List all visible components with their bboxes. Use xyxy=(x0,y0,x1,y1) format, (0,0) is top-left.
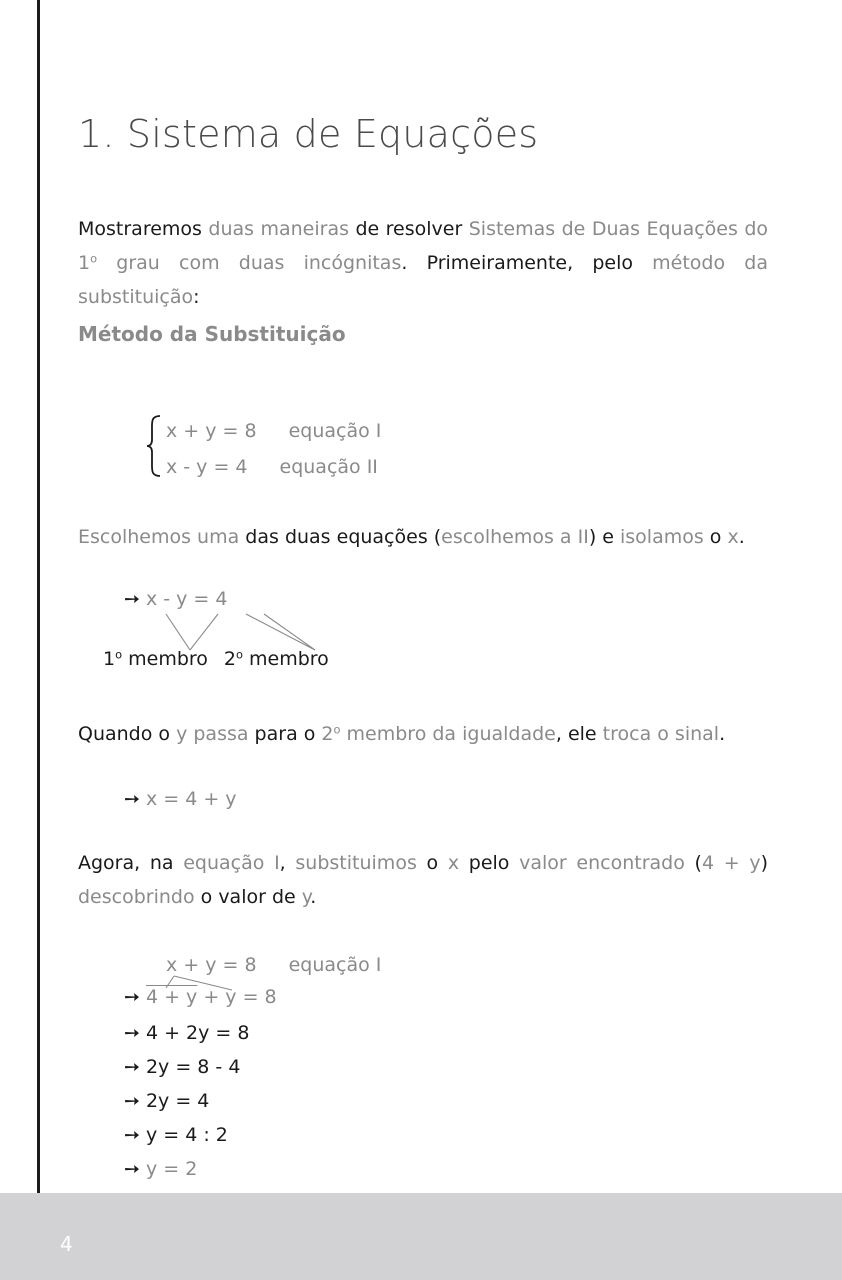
system-eq2-label: equação II xyxy=(279,456,378,478)
agora-text-14: y xyxy=(301,886,311,908)
step-substituted-part: 4 + y xyxy=(145,986,198,1008)
isolated-equation-line xyxy=(124,788,237,810)
move-text-2: y passa xyxy=(176,723,249,745)
step-5-expr: 2y = 4 xyxy=(145,1090,210,1112)
page-footer-band xyxy=(0,1193,842,1280)
system-eq1-expr: x + y = 8 xyxy=(166,420,257,442)
intro-degree-sup: o xyxy=(90,251,98,266)
agora-text-2: equação I xyxy=(183,852,280,874)
first-member-sup: o xyxy=(115,647,123,662)
move-degree-sup: o xyxy=(333,722,341,737)
choose-text-7: x xyxy=(727,526,739,548)
step-4 xyxy=(124,1056,240,1078)
isolated-equation: x = 4 + y xyxy=(145,788,237,810)
second-member-sup: o xyxy=(236,647,243,662)
intro-paragraph xyxy=(78,212,768,314)
agora-text-15: . xyxy=(310,886,317,908)
choose-text-2: das duas equações ( xyxy=(245,526,442,548)
agora-paragraph xyxy=(78,846,768,914)
curly-brace-icon xyxy=(144,414,164,478)
members-labels xyxy=(103,648,329,670)
choose-text-8: . xyxy=(738,526,745,548)
page-spine-line xyxy=(37,0,40,1280)
step-substituted-rest: + y = 8 xyxy=(197,986,277,1008)
arrow-right-icon: ➙ xyxy=(124,788,140,810)
page-title: 1. Sistema de Equações xyxy=(78,112,539,156)
choose-text-3: escolhemos a II xyxy=(441,526,589,548)
page-number: 4 xyxy=(60,1232,73,1256)
first-member-label: membro xyxy=(122,648,208,670)
agora-text-4: substituimos xyxy=(295,852,417,874)
intro-text-8: método da substituição xyxy=(78,252,768,308)
choose-text-5: isolamos xyxy=(620,526,704,548)
method-subheading: Método da Substituição xyxy=(78,322,346,346)
agora-text-8: valor encontrado xyxy=(519,852,685,874)
arrow-right-icon: ➙ xyxy=(124,1056,140,1078)
move-text-6: membro da igualdade xyxy=(340,723,556,745)
step-7 xyxy=(124,1158,197,1180)
move-text-4: 2 xyxy=(321,723,334,745)
step-3-expr: 4 + 2y = 8 xyxy=(145,1022,250,1044)
move-paragraph xyxy=(78,717,798,751)
intro-text-1: Mostraremos xyxy=(78,218,202,240)
choose-text-4: ) e xyxy=(588,526,620,548)
arrow-right-icon: ➙ xyxy=(124,588,140,610)
intro-text-3: de resolver xyxy=(355,218,463,240)
agora-text-11: ) xyxy=(760,852,768,874)
agora-text-10: 4 + y xyxy=(701,852,761,874)
members-expression: x - y = 4 xyxy=(145,588,228,610)
intro-text-4: Sistemas de Duas Equações do 1 xyxy=(78,218,769,274)
step-start-expr: x + y = 8 xyxy=(166,954,257,976)
agora-text-12: descobrindo xyxy=(78,886,195,908)
intro-text-2: duas maneiras xyxy=(201,218,356,240)
first-member-number: 1 xyxy=(103,648,116,670)
agora-text-9: ( xyxy=(684,852,702,874)
members-expression-line xyxy=(124,588,227,610)
step-6 xyxy=(124,1124,228,1146)
step-start xyxy=(166,954,381,976)
choose-text-6: o xyxy=(703,526,728,548)
arrow-right-icon: ➙ xyxy=(124,1090,140,1112)
agora-text-7: pelo xyxy=(459,852,520,874)
agora-text-5: o xyxy=(416,852,448,874)
step-4-expr: 2y = 8 - 4 xyxy=(145,1056,241,1078)
intro-text-9: : xyxy=(193,286,200,308)
move-text-8: troca o sinal xyxy=(602,723,720,745)
agora-text-13: o valor de xyxy=(194,886,302,908)
agora-text-1: Agora, na xyxy=(78,852,184,874)
arrow-right-icon: ➙ xyxy=(124,1022,140,1044)
system-equation-1 xyxy=(166,420,381,442)
step-7-expr: y = 2 xyxy=(145,1158,198,1180)
step-6-expr: y = 4 : 2 xyxy=(145,1124,228,1146)
arrow-right-icon: ➙ xyxy=(124,1124,140,1146)
move-text-3: para o xyxy=(248,723,322,745)
second-member-number: 2 xyxy=(223,648,236,670)
agora-text-3: , xyxy=(279,852,296,874)
intro-text-6: grau com duas incógnitas xyxy=(97,252,402,274)
step-substituted xyxy=(124,986,277,1008)
second-member-label: membro xyxy=(242,648,329,670)
arrow-right-icon: ➙ xyxy=(124,1158,140,1180)
choose-paragraph xyxy=(78,520,798,554)
step-5 xyxy=(124,1090,209,1112)
agora-text-6: x xyxy=(447,852,460,874)
move-text-1: Quando o xyxy=(78,723,177,745)
system-eq1-label: equação I xyxy=(288,420,382,442)
system-eq2-expr: x - y = 4 xyxy=(166,456,248,478)
move-text-7: , ele xyxy=(555,723,603,745)
step-start-label: equação I xyxy=(288,954,382,976)
intro-text-7: . Primeiramente, pelo xyxy=(401,252,653,274)
arrow-right-icon: ➙ xyxy=(124,986,140,1008)
move-text-9: . xyxy=(719,723,726,745)
choose-text-1: Escolhemos uma xyxy=(78,526,246,548)
system-equation-2 xyxy=(166,456,378,478)
step-3 xyxy=(124,1022,249,1044)
